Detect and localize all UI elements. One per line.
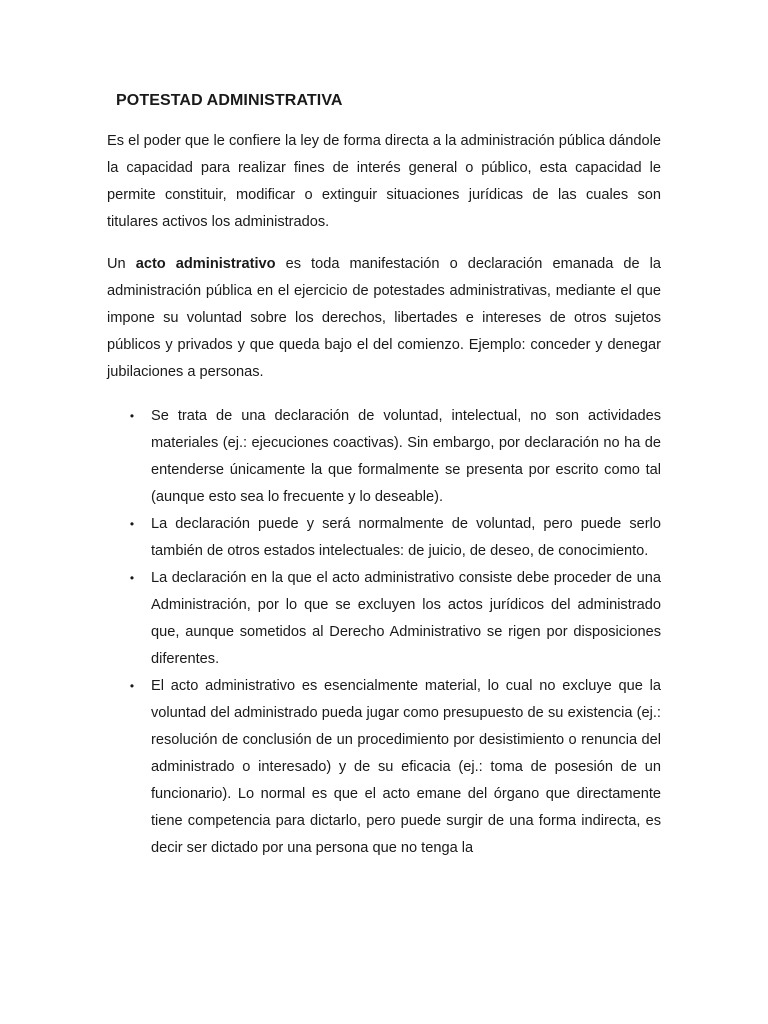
bullet-icon: • <box>129 517 135 531</box>
list-item-text: Se trata de una declaración de voluntad, intelectual, no son actividades materiales (ej.: ejecuciones coactivas). Sin embargo, por declaración no ha de entenderse únicamente la que formalmente se presenta por escrito como tal (aunque esto sea lo frecuente y lo deseable). <box>151 408 661 505</box>
bullet-icon: • <box>129 679 135 693</box>
bullet-icon: • <box>129 409 135 423</box>
paragraph-rest: es toda manifestación o declaración emanada de la administración pública en el ejercicio de potestades administrativas, mediante el que impone su voluntad sobre los derechos, libertades e intereses de otros sujetos públicos y privados y que queda bajo el del comienzo. Ejemplo: conceder y denegar jubilaciones a personas. <box>107 256 662 380</box>
document-body <box>107 128 661 862</box>
bullet-list <box>107 403 661 862</box>
paragraph-prefix: Un <box>107 256 136 272</box>
paragraph-acto-administrativo <box>107 251 661 386</box>
list-item <box>107 403 661 511</box>
list-item-text: La declaración puede y será normalmente de voluntad, pero puede serlo también de otros estados intelectuales: de juicio, de deseo, de conocimiento. <box>151 516 661 559</box>
list-item-text: El acto administrativo es esencialmente material, lo cual no excluye que la voluntad del administrado pueda jugar como presupuesto de su existencia (ej.: resolución de conclusión de un procedimiento por desistimiento o renuncia del administrado o interesado) y de su eficacia (ej.: toma de posesión de un funcionario). Lo normal es que el acto emane del órgano que directamente tiene competencia para dictarlo, pero puede surgir de una forma indirecta, es decir ser dictado por una persona que no tenga la <box>151 678 661 856</box>
page-title: POTESTAD ADMINISTRATIVA <box>116 92 343 109</box>
bullet-icon: • <box>129 571 135 585</box>
list-item <box>107 673 661 862</box>
list-item-text: La declaración en la que el acto administrativo consiste debe proceder de una Administración, por lo que se excluyen los actos jurídicos del administrado que, aunque sometidos al Derecho Administrativo se rigen por disposiciones diferentes. <box>151 570 661 667</box>
paragraph-definition: Es el poder que le confiere la ley de forma directa a la administración pública dándole la capacidad para realizar fines de interés general o público, esta capacidad le permite constituir, modificar o extinguir situaciones jurídicas de las cuales son titulares activos los administrados. <box>107 133 661 230</box>
bold-term: acto administrativo <box>135 256 276 272</box>
list-item <box>107 565 661 673</box>
list-item <box>107 511 661 565</box>
